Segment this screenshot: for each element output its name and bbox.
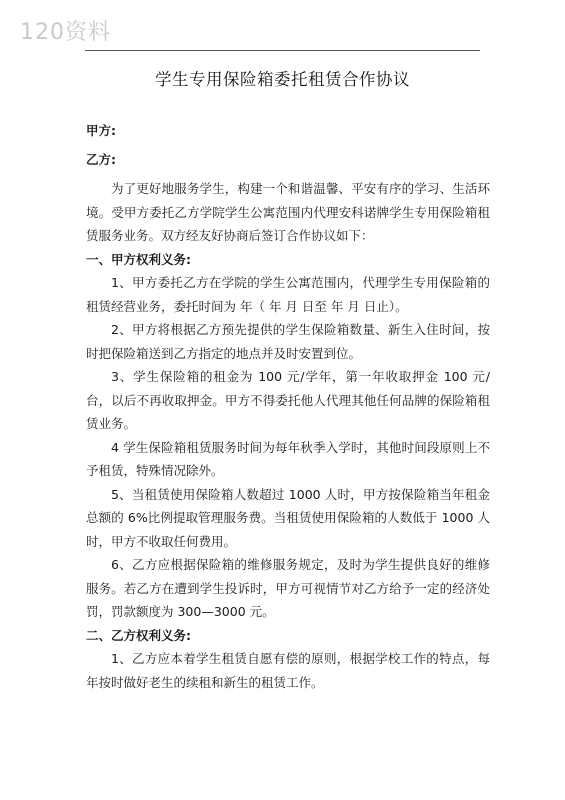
party-a-label: 甲方:	[86, 123, 116, 138]
watermark: 120资料	[20, 20, 111, 45]
clause-a-2: 2、甲方将根据乙方预先提供的学生保险箱数量、新生入住时间，按时把保险箱送到乙方指定的地点并及时安置到位。	[86, 322, 490, 361]
party-b-label: 乙方:	[86, 152, 116, 167]
clause-a-5: 5、当租赁使用保险箱人数超过 1000 人时，甲方按保险箱当年租金总额的 6%比例提取管理服务费。当租赁使用保险箱的人数低于 1000 人时，甲方不收取任何费用。	[86, 486, 490, 549]
intro-paragraph: 为了更好地服务学生，构建一个和谐温馨、平安有序的学习、生活环境。受甲方委托乙方学院学生公寓范围内代理安科诺牌学生专用保险箱租赁服务业务。双方经友好协商后签订合作协议如下：	[86, 181, 490, 243]
document-title: 学生专用保险箱委托租赁合作协议	[155, 70, 410, 89]
clause-a-6: 6、乙方应根据保险箱的维修服务规定，及时为学生提供良好的维修服务。若乙方在遭到学生投诉时，甲方可视情节对乙方给予一定的经济处罚，罚款额度为 300—3000 元。	[86, 557, 490, 619]
document-body	[86, 119, 490, 694]
clause-a-4: 4 学生保险箱租赁服务时间为每年秋季入学时，其他时间段原则上不予租赁，特殊情况除外。	[86, 439, 490, 478]
clause-b-1: 1、乙方应本着学生租赁自愿有偿的原则，根据学校工作的特点，每年按时做好老生的续租和新生的租赁工作。	[86, 651, 490, 690]
clause-a-1: 1、甲方委托乙方在学院的学生公寓范围内，代理学生专用保险箱的租赁经营业务，委托时间为 年（ 年 月 日至 年 月 日止）。	[86, 275, 490, 314]
clause-a-3: 3、学生保险箱的租金为 100 元/学年，第一年收取押金 100 元/台，以后不再收取押金。甲方不得委托他人代理其他任何品牌的保险箱租赁业务。	[86, 369, 490, 431]
header-rule	[85, 50, 480, 51]
section-heading-party-a: 一、甲方权利义务:	[86, 251, 191, 267]
section-heading-party-b: 二、乙方权利义务:	[86, 627, 191, 643]
